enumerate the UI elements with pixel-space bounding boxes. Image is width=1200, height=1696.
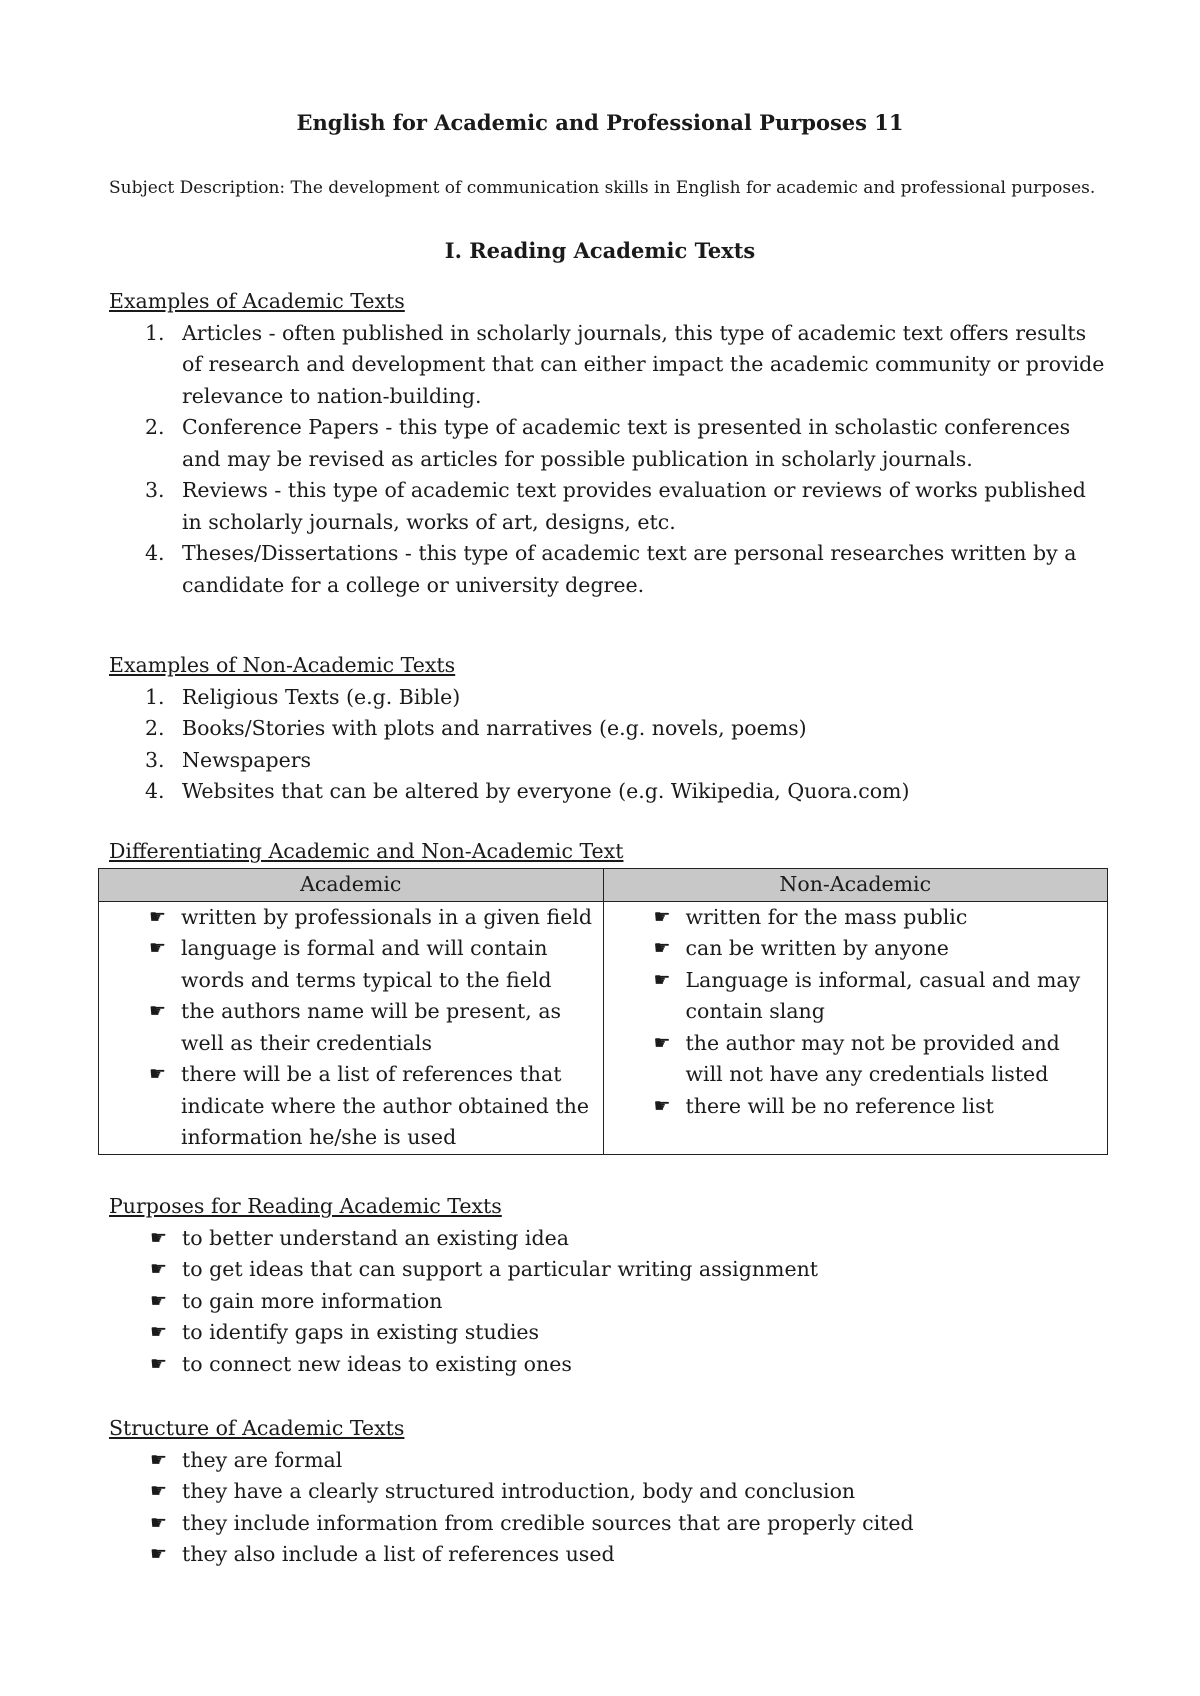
non-academic-examples-heading: Examples of Non-Academic Texts [109,653,456,677]
list-item [109,318,1109,413]
list-item-text: they have a clearly structured introduction, body and conclusion [182,1479,856,1503]
structure-section [109,1413,1109,1571]
structure-list [109,1445,1109,1571]
list-item-text: Theses/Dissertations - this type of academic text are personal researches written by a candidate for a college or university degree. [182,541,1077,597]
list-item-text: to gain more information [182,1288,443,1313]
pointing-hand-icon: ☛ [150,1352,168,1375]
list-item [99,902,597,934]
academic-examples-section [109,286,1109,601]
list-number: 4. [145,541,165,565]
list-item-text: language is formal and will contain words and terms typical to the field [181,936,552,992]
list-item [109,713,1109,745]
list-item-text: Newspapers [182,747,312,772]
purposes-list [109,1223,1109,1381]
pointing-hand-icon: ☛ [653,1031,671,1054]
list-item [109,475,1109,538]
list-item [99,1059,597,1154]
comparison-section [109,836,1109,868]
list-item [604,933,1102,965]
pointing-hand-icon: ☛ [149,937,167,959]
non-academic-examples-list [109,682,1109,808]
list-item [109,1539,1109,1571]
pointing-hand-icon: ☛ [653,1094,671,1117]
list-item-text: Reviews - this type of academic text provides evaluation or reviews of works published in scholarly journals, works of art, designs, etc. [182,478,1086,534]
list-item [109,776,1109,808]
list-item-text: they are formal [182,1447,343,1472]
list-item [109,538,1109,601]
list-item-text: Language is informal, casual and may contain slang [685,967,1081,1023]
list-item [109,1286,1109,1318]
list-item-text: the author may not be provided and will not have any credentials listed [685,1030,1060,1086]
comparison-heading: Differentiating Academic and Non-Academic Text [109,839,624,863]
non-academic-cell [603,901,1108,1154]
list-item [109,1223,1109,1255]
list-item-text: to better understand an existing idea [182,1225,569,1250]
list-item [109,1476,1109,1508]
pointing-hand-icon: ☛ [150,1480,168,1502]
list-number: 3. [145,747,165,772]
pointing-hand-icon: ☛ [150,1289,168,1312]
pointing-hand-icon: ☛ [150,1321,168,1343]
column-header-academic: Academic [99,869,604,902]
table-header-row [99,869,1108,902]
document-title: English for Academic and Professional Purposes 11 [296,110,904,135]
list-item-text: Websites that can be altered by everyone (e.g. Wikipedia, Quora.com) [182,779,910,803]
section-heading: I. Reading Academic Texts [444,238,756,263]
list-item-text: Religious Texts (e.g. Bible) [182,684,461,709]
list-item [109,682,1109,714]
purposes-section [109,1191,1109,1380]
pointing-hand-icon: ☛ [653,905,671,928]
list-item-text: the authors name will be present, as well as their credentials [181,999,562,1055]
pointing-hand-icon: ☛ [150,1226,168,1249]
list-item-text: to identify gaps in existing studies [182,1320,540,1344]
academic-examples-list [109,318,1109,602]
list-item-text: to get ideas that can support a particular writing assignment [182,1257,819,1281]
list-item [604,965,1102,1028]
list-number: 1. [145,684,165,709]
table-row [99,901,1108,1154]
list-item-text: there will be a list of references that indicate where the author obtained the information he/she is used [181,1062,589,1149]
pointing-hand-icon: ☛ [150,1258,168,1280]
comparison-table [98,868,1108,1155]
pointing-hand-icon: ☛ [149,1063,167,1085]
pointing-hand-icon: ☛ [653,937,671,959]
pointing-hand-icon: ☛ [150,1448,168,1471]
list-item-text: written for the mass public [685,904,968,929]
list-item [109,1254,1109,1286]
list-item-text: they also include a list of references used [182,1542,615,1566]
list-number: 1. [145,320,165,345]
column-header-non-academic: Non-Academic [603,869,1108,902]
list-item [604,902,1102,934]
list-item-text: written by professionals in a given field [181,904,593,929]
non-academic-examples-section [109,650,1109,808]
pointing-hand-icon: ☛ [150,1511,168,1534]
list-item [109,745,1109,777]
list-item-text: there will be no reference list [685,1093,994,1118]
list-item-text: Books/Stories with plots and narratives (e.g. novels, poems) [182,716,807,740]
list-item [99,996,597,1059]
list-item [109,412,1109,475]
non-academic-traits-list [604,902,1102,1123]
list-item-text: Conference Papers - this type of academic text is presented in scholastic conferences and may be revised as articles for possible publication in scholarly journals. [182,415,1071,471]
subject-description: Subject Description: The development of communication skills in English for academic and professional purposes. [109,178,1096,198]
academic-cell [99,901,604,1154]
list-item-text: Articles - often published in scholarly journals, this type of academic text offers results of research and development that can either impact the academic community or provide relevance to nation-building. [182,320,1105,408]
list-item-text: they include information from credible sources that are properly cited [182,1510,914,1535]
list-item [109,1349,1109,1381]
list-item [109,1508,1109,1540]
list-item [109,1445,1109,1477]
list-item-text: can be written by anyone [685,936,949,960]
pointing-hand-icon: ☛ [150,1543,168,1565]
list-number: 2. [145,415,165,439]
list-number: 2. [145,716,165,740]
structure-heading: Structure of Academic Texts [109,1416,405,1440]
academic-examples-heading: Examples of Academic Texts [109,289,405,313]
list-item-text: to connect new ideas to existing ones [182,1351,572,1376]
pointing-hand-icon: ☛ [149,905,167,928]
purposes-heading: Purposes for Reading Academic Texts [109,1194,502,1218]
pointing-hand-icon: ☛ [149,1000,167,1022]
list-number: 4. [145,779,165,803]
list-item [109,1317,1109,1349]
pointing-hand-icon: ☛ [653,968,671,991]
list-number: 3. [145,478,165,502]
list-item [604,1091,1102,1123]
list-item [99,933,597,996]
academic-traits-list [99,902,597,1154]
list-item [604,1028,1102,1091]
